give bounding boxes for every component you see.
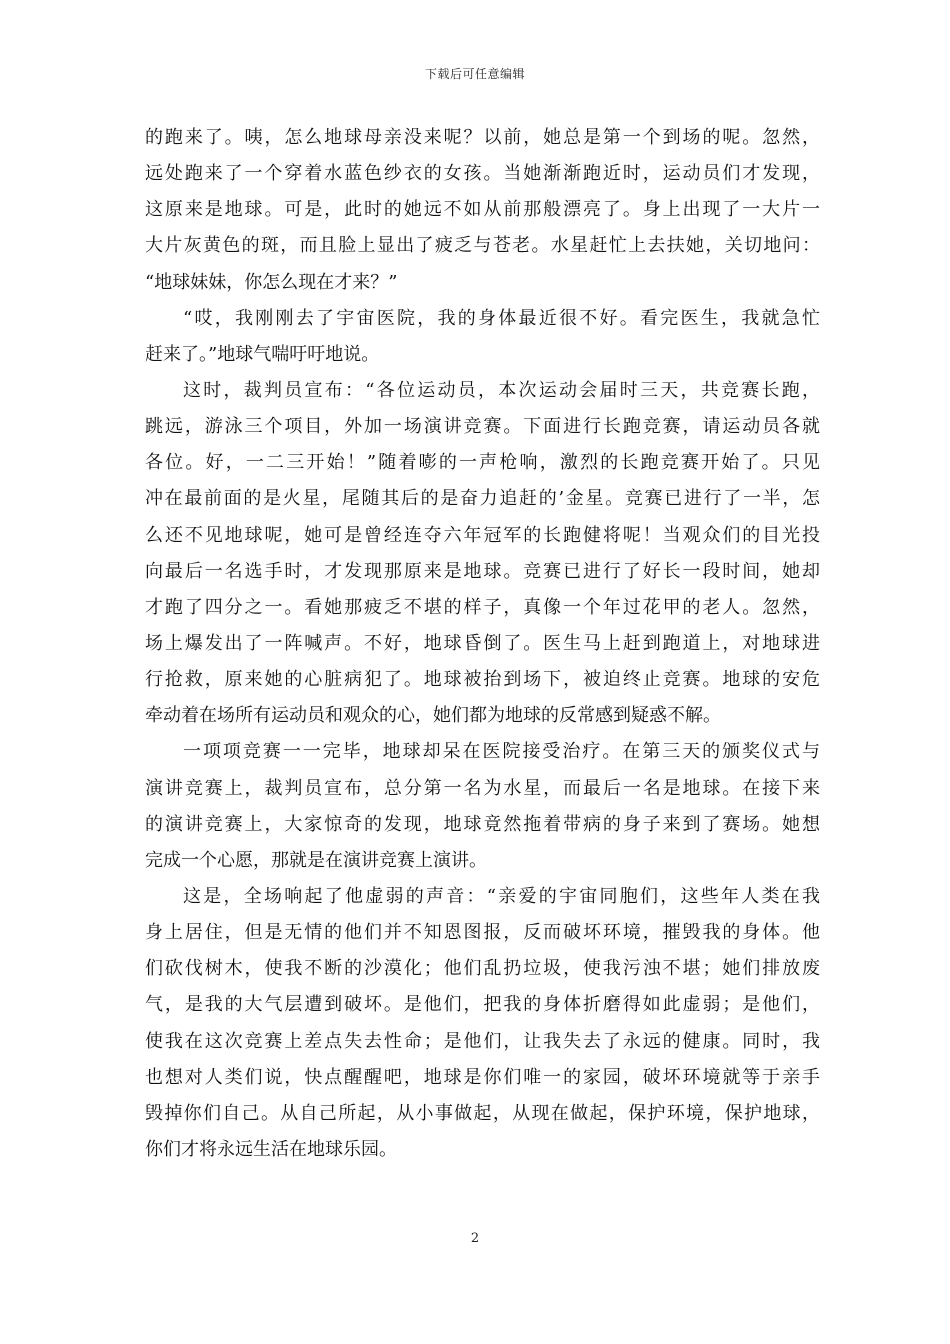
text-line: 跳远，游泳三个项目，外加一场演讲竞赛。下面进行长跑竞赛，请运动员各就: [145, 416, 820, 438]
story-body: [145, 120, 820, 1168]
text-line: 才跑了四分之一。看她那疲乏不堪的样子，真像一个年过花甲的老人。忽然，: [145, 596, 820, 618]
text-line: 场上爆发出了一阵喊声。不好，地球昏倒了。医生马上赶到跑道上，对地球进: [145, 632, 820, 654]
text-line: 远处跑来了一个穿着水蓝色纱衣的女孩。当她渐渐跑近时，运动员们才发现，: [145, 163, 820, 185]
text-line: 牵动着在场所有运动员和观众的心，她们都为地球的反常感到疑惑不解。: [145, 705, 721, 727]
text-line: 一项项竞赛一一完毕，地球却呆在医院接受治疗。在第三天的颁奖仪式与: [183, 741, 820, 763]
text-line: “哎，我刚刚去了宇宙医院，我的身体最近很不好。看完医生，我就急忙: [183, 307, 820, 329]
text-line: 向最后一名选手时，才发现那原来是地球。竞赛已进行了好长一段时间，她却: [145, 560, 820, 582]
text-line: 的跑来了。咦，怎么地球母亲没来呢？以前，她总是第一个到场的呢。忽然，: [145, 127, 820, 148]
text-line: 这原来是地球。可是，此时的她远不如从前那般漂亮了。身上出现了一大片一: [145, 199, 820, 221]
text-line: 完成一个心愿，那就是在演讲竞赛上演讲。: [145, 849, 487, 871]
text-line: 么还不见地球呢，她可是曾经连夺六年冠军的长跑健将呢！当观众们的目光投: [145, 524, 820, 546]
text-line: 使我在这次竞赛上差点失去性命；是他们，让我失去了永远的健康。同时，我: [145, 1030, 820, 1052]
text-line: 气，是我的大气层遭到破坏。是他们，把我的身体折磨得如此虚弱；是他们，: [145, 994, 820, 1016]
text-line: 赶来了。”地球气喘吁吁地说。: [145, 343, 380, 365]
text-line: 你们才将永远生活在地球乐园。: [145, 1138, 397, 1160]
text-line: 身上居住，但是无情的他们并不知恩图报，反而破坏环境，摧毁我的身体。他: [145, 922, 820, 944]
page-header: 下载后可任意编辑: [424, 67, 525, 81]
page-number: 2: [470, 1231, 480, 1246]
text-line: 大片灰黄色的斑，而且脸上显出了疲乏与苍老。水星赶忙上去扶她，关切地问：: [145, 235, 820, 257]
text-line: 冲在最前面的是火星，尾随其后的是奋力追赶的’金星。竞赛已进行了一半，怎: [145, 488, 820, 510]
text-line: “地球妹妹，你怎么现在才来？”: [145, 271, 398, 293]
text-line: 演讲竞赛上，裁判员宣布，总分第一名为水星，而最后一名是地球。在接下来: [145, 777, 820, 799]
text-line: 也想对人类们说，快点醒醒吧，地球是你们唯一的家园，破坏环境就等于亲手: [145, 1066, 820, 1088]
text-line: 们砍伐树木，使我不断的沙漠化；他们乱扔垃圾，使我污浊不堪；她们排放废: [145, 958, 820, 980]
text-line: 毁掉你们自己。从自己所起，从小事做起，从现在做起，保护环境，保护地球，: [145, 1102, 820, 1124]
text-line: 这是，全场响起了他虚弱的声音：“亲爱的宇宙同胞们，这些年人类在我: [183, 885, 820, 907]
text-line: 的演讲竞赛上，大家惊奇的发现，地球竟然拖着带病的身子来到了赛场。她想: [145, 813, 820, 835]
text-line: 这时，裁判员宣布：“各位运动员，本次运动会届时三天，共竞赛长跑，: [183, 379, 820, 401]
text-line: 各位。好，一二三开始！”随着嘭的一声枪响，激烈的长跑竞赛开始了。只见: [145, 452, 820, 474]
text-line: 行抢救，原来她的心脏病犯了。地球被抬到场下，被迫终止竞赛。地球的安危: [145, 669, 820, 691]
